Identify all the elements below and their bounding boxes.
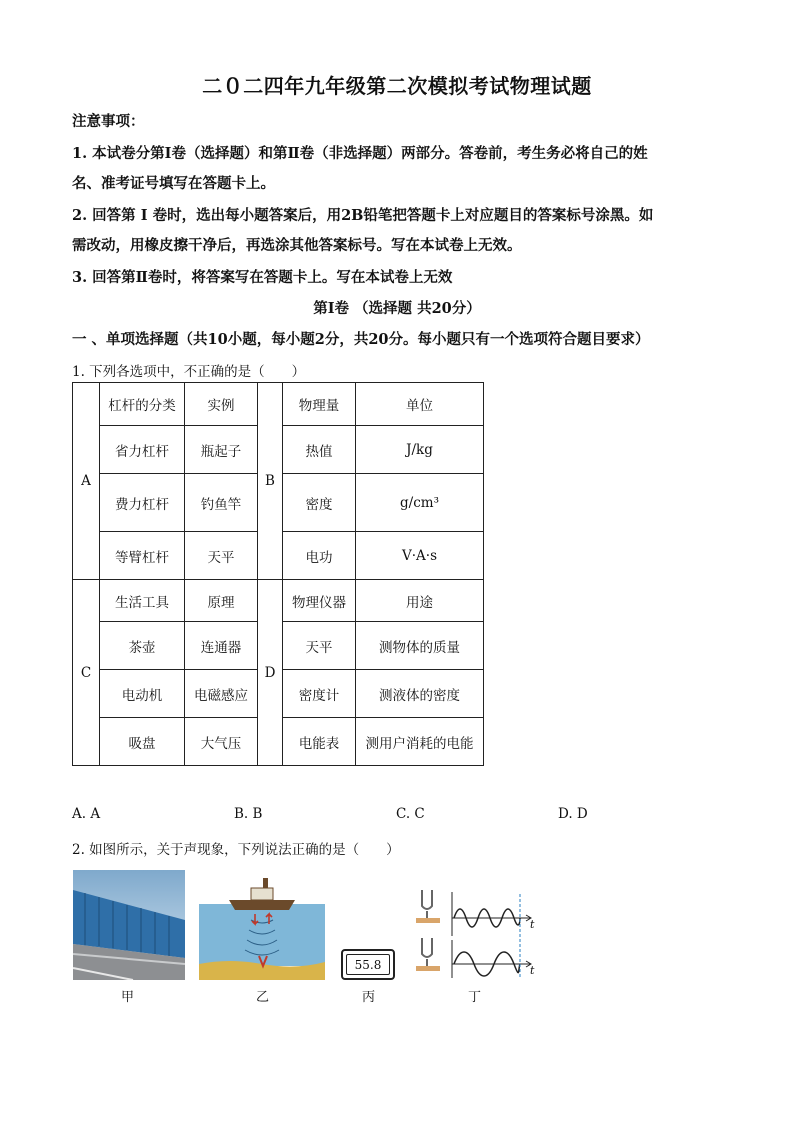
- caption-yi: 乙: [256, 990, 270, 1005]
- q1-stem: 1. 下列各选项中，不正确的是（ ）: [72, 364, 306, 380]
- noise-display-value: 55.8: [346, 954, 390, 975]
- table-cell: 密度: [283, 474, 356, 532]
- notice-line-2b: 需改动，用橡皮擦干净后，再选涂其他答案标号。写在本试卷上无效。: [72, 237, 522, 254]
- table-cell: 电功: [283, 532, 356, 580]
- notice-line-1a: 1. 本试卷分第Ⅰ卷（选择题）和第Ⅱ卷（非选择题）两部分。答卷前，考生务必将自己的姓: [72, 145, 648, 162]
- table-cell: 茶壶: [100, 622, 185, 670]
- table-cell: 生活工具: [100, 580, 185, 622]
- table-cell: 瓶起子: [185, 426, 258, 474]
- table-cell: 天平: [185, 532, 258, 580]
- option-c-label: C: [73, 580, 100, 766]
- table-cell: 电动机: [100, 670, 185, 718]
- notice-line-2a: 2. 回答第 Ⅰ 卷时，选出每小题答案后，用2B铅笔把答题卡上对应题目的答案标号涂黑。如: [72, 207, 654, 224]
- tuning-fork-waveforms: [412, 884, 536, 980]
- table-cell: 测液体的密度: [356, 670, 484, 718]
- table-cell: 单位: [356, 383, 484, 426]
- table-cell: 费力杠杆: [100, 474, 185, 532]
- part-heading: 一 、单项选择题（共10小题，每小题2分，共20分。每小题只有一个选项符合题目要求）: [72, 331, 650, 348]
- sonar-ship-image: [199, 876, 325, 980]
- table-cell: 钓鱼竿: [185, 474, 258, 532]
- table-cell: 原理: [185, 580, 258, 622]
- table-cell: 吸盘: [100, 718, 185, 766]
- table-cell: 密度计: [283, 670, 356, 718]
- caption-bing: 丙: [362, 990, 376, 1005]
- q1-option-c[interactable]: C. C: [396, 806, 425, 822]
- notice-line-1b: 名、准考证号填写在答题卡上。: [72, 175, 275, 192]
- table-cell: 电磁感应: [185, 670, 258, 718]
- page-title: 二０二四年九年级第二次模拟考试物理试题: [202, 74, 592, 98]
- q1-option-a[interactable]: A. A: [72, 806, 101, 822]
- sound-barrier-image: [73, 870, 185, 980]
- table-cell: 省力杠杆: [100, 426, 185, 474]
- table-cell: 用途: [356, 580, 484, 622]
- notice-heading: 注意事项：: [72, 113, 145, 130]
- table-cell: 电能表: [283, 718, 356, 766]
- table-cell: 物理仪器: [283, 580, 356, 622]
- table-cell: 实例: [185, 383, 258, 426]
- caption-ding: 丁: [468, 990, 482, 1005]
- table-cell: g/cm³: [356, 474, 484, 532]
- section-heading: 第Ⅰ卷 （选择题 共20分）: [313, 300, 481, 317]
- table-cell: 物理量: [283, 383, 356, 426]
- option-d-label: D: [258, 580, 283, 766]
- table-cell: J/kg: [356, 426, 484, 474]
- noise-display-frame: [341, 949, 395, 980]
- caption-jia: 甲: [121, 990, 135, 1005]
- table-cell: 天平: [283, 622, 356, 670]
- axis-t-label-bottom: t: [530, 964, 535, 977]
- table-cell: 热值: [283, 426, 356, 474]
- table-cell: 大气压: [185, 718, 258, 766]
- option-a-label: A: [73, 383, 100, 580]
- notice-line-3: 3. 回答第Ⅱ卷时，将答案写在答题卡上。写在本试卷上无效: [72, 269, 453, 286]
- option-b-label: B: [258, 383, 283, 580]
- table-cell: V·A·s: [356, 532, 484, 580]
- q1-option-b[interactable]: B. B: [234, 806, 263, 822]
- q1-option-d[interactable]: D. D: [558, 806, 588, 822]
- table-cell: 等臂杠杆: [100, 532, 185, 580]
- table-cell: 连通器: [185, 622, 258, 670]
- table-cell: 杠杆的分类: [100, 383, 185, 426]
- q2-stem: 2. 如图所示，关于声现象，下列说法正确的是（ ）: [72, 842, 400, 858]
- table-cell: 测用户消耗的电能: [356, 718, 484, 766]
- q1-table: [72, 382, 484, 766]
- table-cell: 测物体的质量: [356, 622, 484, 670]
- axis-t-label-top: t: [530, 918, 535, 931]
